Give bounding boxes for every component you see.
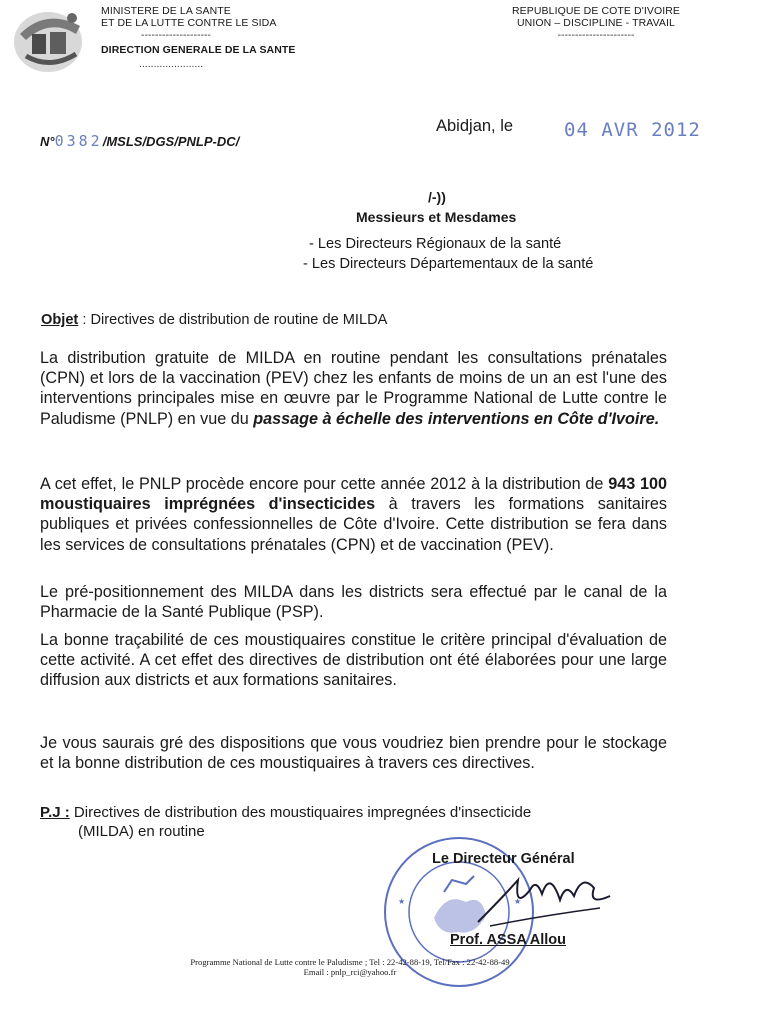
- republic-title: REPUBLIQUE DE COTE D'IVOIRE: [511, 5, 681, 17]
- svg-text:★: ★: [398, 897, 406, 906]
- paragraph-3: Le pré-positionnement des MILDA dans les districts sera effectué par le canal de la Pharmacie de la Santé Publique (PSP).: [40, 583, 667, 622]
- paragraph-1-emphasis: passage à échelle des interventions en Côte d'Ivoire.: [253, 409, 660, 428]
- svg-text:★: ★: [514, 897, 522, 906]
- addressee-mark: /-)): [428, 189, 446, 205]
- reference-prefix: N°: [40, 134, 55, 149]
- object-line: [41, 312, 387, 328]
- direction-title: DIRECTION GENERALE DE LA SANTE: [101, 44, 296, 56]
- footer-contact: Programme National de Lutte contre le Paludisme ; Tel : 22-42-88-19, Tel/Fax : 22-42-88-49: [190, 957, 510, 967]
- reference-number: 0382: [54, 132, 103, 150]
- attachment-line2: (MILDA) en routine: [78, 823, 205, 840]
- paragraph-1: [40, 348, 667, 429]
- reference-line: [40, 132, 239, 151]
- addressee-line2: - Les Directeurs Départementaux de la santé: [303, 256, 594, 272]
- object-text: : Directives de distribution de routine de MILDA: [78, 312, 388, 328]
- paragraph-5: Je vous saurais gré des dispositions que vous voudriez bien prendre pour le stockage et la bonne distribution de ces moustiquaires à travers ces directives.: [40, 734, 667, 773]
- ministry-line2: ET DE LA LUTTE CONTRE LE SIDA: [101, 17, 277, 29]
- ministry-divider: --------------------: [141, 29, 211, 41]
- ministry-logo: [6, 4, 96, 74]
- ministry-line1: MINISTERE DE LA SANTE: [101, 5, 231, 17]
- republic-header: [498, 5, 694, 41]
- direction-divider: ......................: [139, 58, 204, 70]
- republic-motto: UNION – DISCIPLINE - TRAVAIL: [516, 17, 675, 29]
- paragraph-2-quantity: 943 100 moustiquaires imprégnées d'insecticides: [40, 475, 668, 514]
- salutation: Messieurs et Mesdames: [356, 209, 517, 225]
- footer-email: Email : pnlp_rci@yahoo.fr: [303, 967, 397, 977]
- ministry-header: [101, 5, 296, 70]
- date-place: Abidjan, le: [436, 117, 514, 135]
- object-label: Objet: [41, 312, 79, 328]
- handwritten-signature: [470, 860, 620, 940]
- date-stamp: 04 AVR 2012: [564, 119, 701, 141]
- paragraph-2-start: A cet effet, le PNLP procède encore pour cette année 2012 à la distribution de: [40, 475, 604, 493]
- signatory-name: Prof. ASSA Allou: [450, 932, 566, 948]
- paragraph-1-text: La distribution gratuite de MILDA en routine pendant les consultations prénatales (CPN) et lors de la vaccination (PEV) chez les enfants de moins de un an est l'une des interventions principales mise en œuvre par le Programme National de Lutte contre le Paludisme (PNLP) en vue du: [40, 349, 667, 428]
- paragraph-2: [40, 474, 667, 555]
- addressee-line1: - Les Directeurs Régionaux de la santé: [309, 236, 562, 252]
- signatory-title: Le Directeur Général: [432, 851, 575, 867]
- paragraph-2-end: à travers les formations sanitaires publiques et privées confessionnelles de Côte d'Ivoire. Cette distribution se fera dans les services de consultations prénatales (CPN) et de vaccination (PEV).: [40, 495, 667, 554]
- reference-code: /MSLS/DGS/PNLP-DC/: [102, 134, 240, 149]
- footer: [140, 957, 560, 977]
- attachment-label: P.J :: [40, 804, 70, 821]
- paragraph-4: La bonne traçabilité de ces moustiquaires constitue le critère principal d'évaluation de cette activité. A cet effet des directives de distribution ont été élaborées pour une large diffusion aux districts et aux formations sanitaires.: [40, 631, 667, 690]
- attachment-line1: Directives de distribution des moustiquaires impregnées d'insecticide: [69, 804, 532, 821]
- republic-divider: ----------------------: [557, 29, 635, 41]
